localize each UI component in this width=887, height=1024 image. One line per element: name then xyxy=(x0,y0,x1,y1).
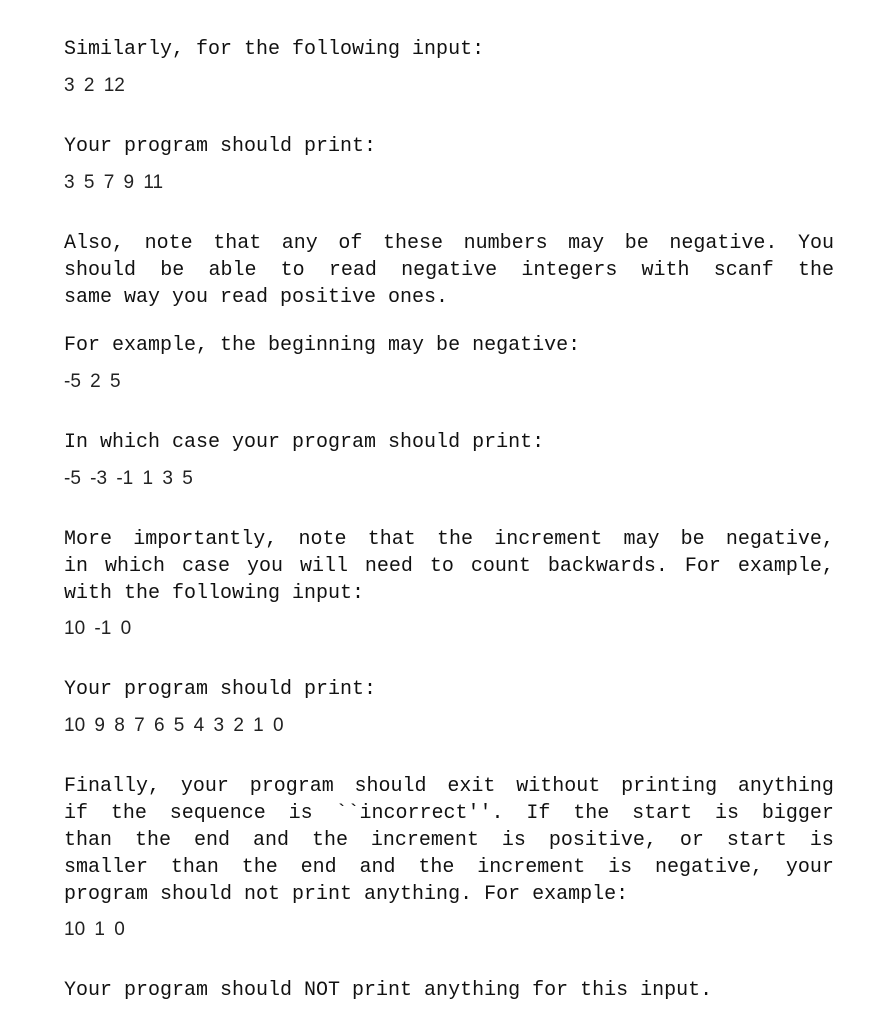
word: to xyxy=(280,259,305,282)
word: start xyxy=(632,802,693,825)
word: be xyxy=(680,528,705,551)
word: able xyxy=(208,259,257,282)
word: integers xyxy=(521,259,618,282)
word: printing xyxy=(621,775,718,798)
word: anything xyxy=(737,775,834,798)
word: case xyxy=(181,555,230,578)
word: end xyxy=(193,829,230,852)
word: note xyxy=(298,528,347,551)
word: be xyxy=(624,232,649,255)
word: Also, xyxy=(64,232,125,255)
text-line xyxy=(64,553,834,580)
word: any xyxy=(281,232,318,255)
text-line: with the following input: xyxy=(64,582,365,605)
word: You xyxy=(797,232,834,255)
word: the xyxy=(573,802,610,825)
text-line xyxy=(64,854,834,881)
text-line: Your program should NOT print anything for this input. xyxy=(64,979,713,1002)
word: should xyxy=(354,775,427,798)
word: of xyxy=(338,232,363,255)
word: and xyxy=(252,829,289,852)
word: is xyxy=(608,856,633,879)
word: be xyxy=(160,259,185,282)
word: should xyxy=(64,259,137,282)
word: without xyxy=(516,775,601,798)
word: your xyxy=(180,775,229,798)
word: More xyxy=(64,528,113,551)
word: importantly, xyxy=(133,528,278,551)
word: exit xyxy=(447,775,496,798)
word: Finally, xyxy=(64,775,161,798)
word: will xyxy=(299,555,348,578)
sample-input: 10 1 0 xyxy=(64,919,125,940)
word: numbers xyxy=(463,232,548,255)
word: the xyxy=(418,856,455,879)
word: positive, xyxy=(548,829,657,852)
word: end xyxy=(300,856,337,879)
text-line: Similarly, for the following input: xyxy=(64,38,485,61)
word: read xyxy=(328,259,377,282)
text-line xyxy=(64,257,834,284)
word: is xyxy=(715,802,740,825)
word: negative. xyxy=(669,232,778,255)
word: negative xyxy=(401,259,498,282)
word: with xyxy=(641,259,690,282)
text-line xyxy=(64,526,834,553)
word: that xyxy=(213,232,262,255)
word: increment xyxy=(494,528,603,551)
word: may xyxy=(623,528,660,551)
word: negative, xyxy=(655,856,764,879)
word: which xyxy=(104,555,165,578)
word: is xyxy=(501,829,526,852)
word: bigger xyxy=(761,802,834,825)
word: is xyxy=(809,829,834,852)
word: is xyxy=(288,802,313,825)
word: increment xyxy=(477,856,586,879)
text-line: same way you read positive ones. xyxy=(64,286,449,309)
word: may xyxy=(568,232,605,255)
word: start xyxy=(726,829,787,852)
text-line xyxy=(64,773,834,800)
text-line xyxy=(64,800,834,827)
word: backwards. xyxy=(547,555,668,578)
word: negative, xyxy=(725,528,834,551)
word: example, xyxy=(737,555,834,578)
text-line xyxy=(64,230,834,257)
word: the xyxy=(134,829,171,852)
text-line: Your program should print: xyxy=(64,135,377,158)
sample-output: 3 5 7 9 11 xyxy=(64,172,164,193)
text-line: Your program should print: xyxy=(64,678,377,701)
word: note xyxy=(144,232,193,255)
word: you xyxy=(246,555,283,578)
word: these xyxy=(382,232,443,255)
word: For xyxy=(684,555,721,578)
word: smaller xyxy=(64,856,149,879)
word: the xyxy=(110,802,147,825)
word: scanf xyxy=(713,259,774,282)
sample-input: 3 2 12 xyxy=(64,75,125,96)
word: than xyxy=(170,856,219,879)
word: if xyxy=(64,802,89,825)
sample-input: 10 -1 0 xyxy=(64,618,132,639)
word: and xyxy=(359,856,396,879)
word: sequence xyxy=(169,802,266,825)
text-line: program should not print anything. For example: xyxy=(64,883,629,906)
word: that xyxy=(367,528,416,551)
word: than xyxy=(64,829,113,852)
word: your xyxy=(785,856,834,879)
word: the xyxy=(436,528,473,551)
text-line: In which case your program should print: xyxy=(64,431,545,454)
text-line: For example, the beginning may be negative: xyxy=(64,334,581,357)
word: need xyxy=(364,555,413,578)
word: the xyxy=(797,259,834,282)
text-line xyxy=(64,827,834,854)
word: or xyxy=(679,829,704,852)
word: the xyxy=(241,856,278,879)
word: increment xyxy=(370,829,479,852)
sample-input: -5 2 5 xyxy=(64,371,121,392)
sample-output: 10 9 8 7 6 5 4 3 2 1 0 xyxy=(64,715,284,736)
word: If xyxy=(526,802,551,825)
word: in xyxy=(64,555,89,578)
sample-output: -5 -3 -1 1 3 5 xyxy=(64,468,193,489)
word: the xyxy=(311,829,348,852)
word: count xyxy=(470,555,531,578)
word: to xyxy=(429,555,454,578)
word: ``incorrect''. xyxy=(335,802,504,825)
word: program xyxy=(249,775,334,798)
